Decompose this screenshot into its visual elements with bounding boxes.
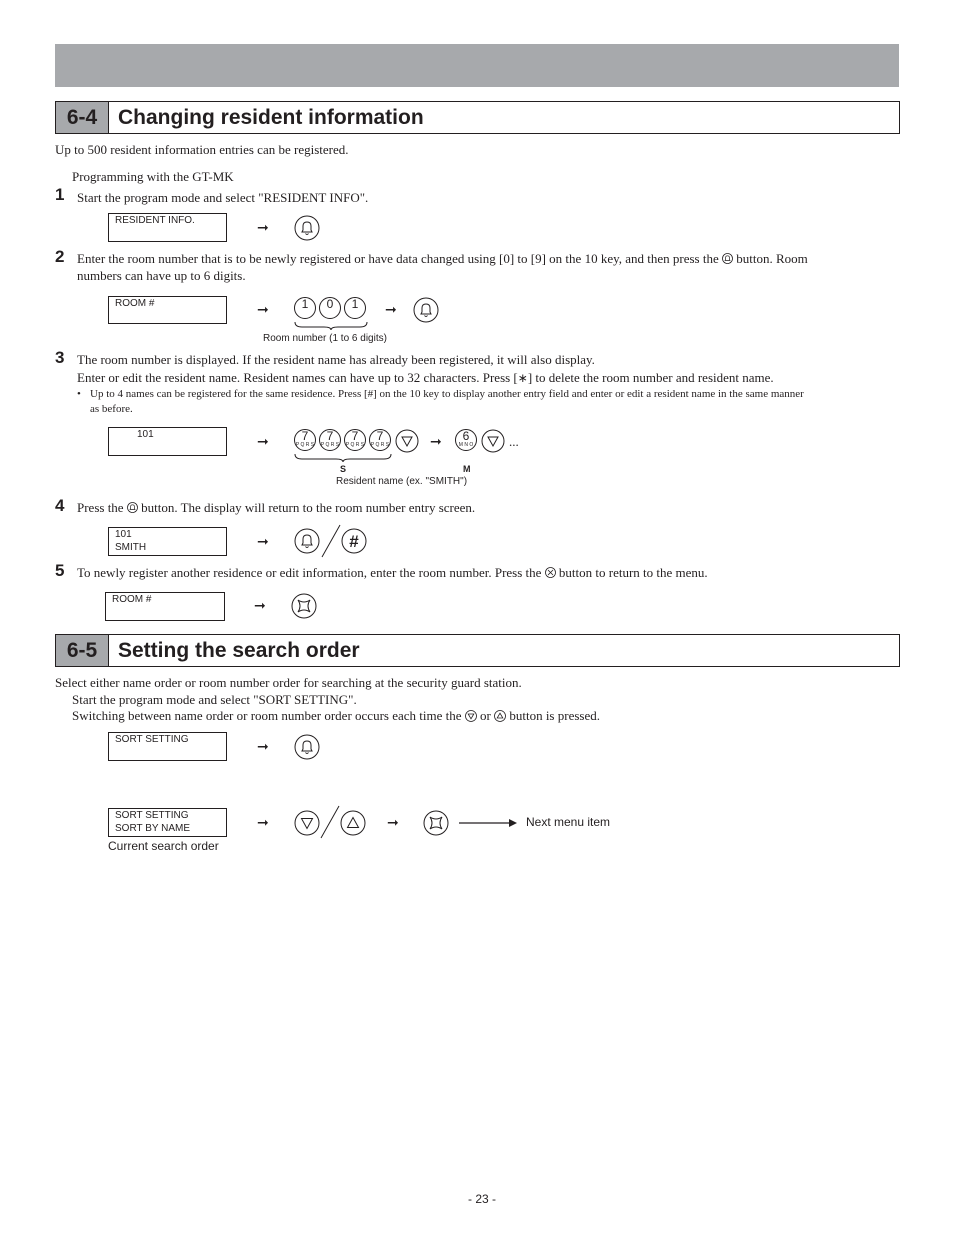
bell-icon (127, 502, 138, 513)
arrow-right-icon: ➞ (257, 534, 269, 550)
step-text (77, 499, 475, 516)
body-text: Select either name order or room number order for searching at the security guard station. (55, 675, 522, 690)
step-text (77, 250, 808, 267)
step-text-part: Enter the room number that is to be newly registered or have data changed using [0] to [9] on the 10 key, and then press the (77, 251, 719, 266)
lcd-text: ROOM # (115, 298, 155, 309)
caption: Room number (1 to 6 digits) (263, 333, 387, 344)
arrow-right-icon: ➞ (257, 434, 269, 450)
bell-icon[interactable] (294, 215, 320, 241)
lcd-display (108, 427, 227, 456)
down-triangle-icon (465, 710, 477, 722)
section-title: Changing resident information (118, 106, 424, 129)
lcd-text: 101 (137, 429, 154, 440)
section-header-6-4 (55, 101, 900, 134)
slash-divider (319, 805, 341, 839)
lcd-display (108, 213, 227, 242)
section-header-6-5 (55, 634, 900, 667)
bell-icon[interactable] (413, 297, 439, 323)
down-triangle-icon[interactable] (294, 810, 320, 836)
step-number: 4 (55, 496, 65, 515)
cancel-x-icon (545, 567, 556, 578)
letter-label: S (340, 464, 347, 474)
section-number: 6-5 (56, 635, 109, 666)
hash-icon[interactable] (341, 528, 367, 554)
key-label: 1 (351, 297, 359, 311)
letter-label: M (463, 464, 471, 474)
programming-note: Programming with the GT-MK (72, 169, 234, 184)
lcd-display (105, 592, 225, 621)
bell-icon (722, 253, 733, 264)
step-text-part: ] to delete the room number and resident name. (527, 370, 774, 385)
long-arrow-icon (459, 817, 519, 829)
lcd-display (108, 808, 227, 837)
down-triangle-icon[interactable] (395, 429, 419, 453)
lcd-display (108, 296, 227, 324)
key-sublabel: P Q R S (295, 442, 315, 448)
arrow-right-icon: ➞ (430, 434, 442, 450)
step-number: 2 (55, 247, 65, 266)
lcd-text: SORT SETTING (115, 810, 189, 821)
asterisk-icon: ∗ (517, 371, 528, 385)
caption: Current search order (108, 839, 219, 853)
key-label: 0 (326, 297, 334, 311)
key-sublabel: M N O (458, 442, 474, 448)
lcd-text: SORT BY NAME (115, 823, 191, 834)
key-1[interactable] (294, 297, 316, 319)
arrow-right-icon: ➞ (387, 815, 399, 831)
key-7[interactable] (319, 429, 341, 451)
key-7[interactable] (294, 429, 316, 451)
step-text: The room number is displayed. If the resident name has already been registered, it will also display. (77, 352, 595, 367)
key-label: 1 (301, 297, 309, 311)
lcd-display (108, 732, 227, 761)
down-triangle-icon[interactable] (481, 429, 505, 453)
step-text-part: Press the (77, 500, 124, 515)
step-text: numbers can have up to 6 digits. (77, 268, 246, 283)
key-sublabel: P Q R S (345, 442, 365, 448)
step-text (77, 369, 774, 387)
key-6[interactable] (455, 429, 477, 451)
body-text (72, 707, 600, 724)
brace-icon (294, 453, 392, 463)
arrow-right-icon: ➞ (257, 220, 269, 236)
body-text-part: button is pressed. (509, 708, 600, 723)
lcd-text: ROOM # (112, 594, 152, 605)
arrow-right-icon: ➞ (257, 739, 269, 755)
arrow-right-icon: ➞ (257, 815, 269, 831)
step-text-part: button. The display will return to the room number entry screen. (141, 500, 476, 515)
note-text: Up to 4 names can be registered for the same residence. Press [#] on the 10 key to display another entry field and enter or edit a resident name in the same manner (90, 388, 804, 400)
section-number: 6-4 (56, 102, 109, 133)
section-title: Setting the search order (118, 639, 360, 662)
intro-text: Up to 500 resident information entries can be registered. (55, 142, 349, 157)
up-triangle-icon[interactable] (340, 810, 366, 836)
slash-divider (320, 524, 342, 558)
caption: Resident name (ex. "SMITH") (336, 476, 468, 487)
key-label: 7 (301, 429, 309, 443)
step-number: 1 (55, 185, 65, 204)
arrow-right-icon: ➞ (385, 302, 397, 318)
header-band (55, 44, 899, 87)
brace-icon (294, 321, 368, 331)
key-1[interactable] (344, 297, 366, 319)
step-text-part: button to return to the menu. (558, 565, 708, 580)
step-text-part: To newly register another residence or edit information, enter the room number. Press the (77, 565, 542, 580)
cancel-x-icon[interactable] (423, 810, 449, 836)
body-text-part: Switching between name order or room number order occurs each time the (72, 708, 462, 723)
key-label: 7 (376, 429, 384, 443)
step-number: 5 (55, 561, 65, 580)
page-number: - 23 - (468, 1192, 497, 1206)
key-label: 7 (326, 429, 334, 443)
key-label: 7 (351, 429, 359, 443)
key-sublabel: P Q R S (320, 442, 340, 448)
cancel-x-icon[interactable] (291, 593, 317, 619)
lcd-text: SORT SETTING (115, 734, 189, 745)
step-text-part: Enter or edit the resident name. Resident names can have up to 32 characters. Press [ (77, 370, 518, 385)
key-7[interactable] (369, 429, 391, 451)
lcd-text: SMITH (115, 542, 147, 553)
key-label: 6 (462, 429, 470, 443)
note-text: as before. (90, 403, 133, 415)
arrow-right-icon: ➞ (257, 302, 269, 318)
up-triangle-icon (494, 710, 506, 722)
key-sublabel: P Q R S (370, 442, 390, 448)
step-text (77, 564, 708, 581)
bullet: • (77, 388, 81, 400)
bell-icon[interactable] (294, 734, 320, 760)
key-7[interactable] (344, 429, 366, 451)
lcd-display (108, 527, 227, 556)
key-0[interactable] (319, 297, 341, 319)
arrow-right-icon: ➞ (254, 598, 266, 614)
step-text-part: button. Room (736, 251, 808, 266)
bell-icon[interactable] (294, 528, 320, 554)
lcd-text: RESIDENT INFO. (115, 215, 195, 226)
svg-text:#: # (349, 532, 359, 551)
step-number: 3 (55, 348, 65, 367)
step-text: Start the program mode and select "RESIDENT INFO". (77, 190, 369, 205)
body-text-part: or (480, 708, 491, 723)
caption: Next menu item (526, 815, 611, 829)
ellipsis: ... (509, 434, 519, 449)
lcd-text: 101 (115, 529, 132, 540)
body-text: Start the program mode and select "SORT SETTING". (72, 692, 357, 707)
